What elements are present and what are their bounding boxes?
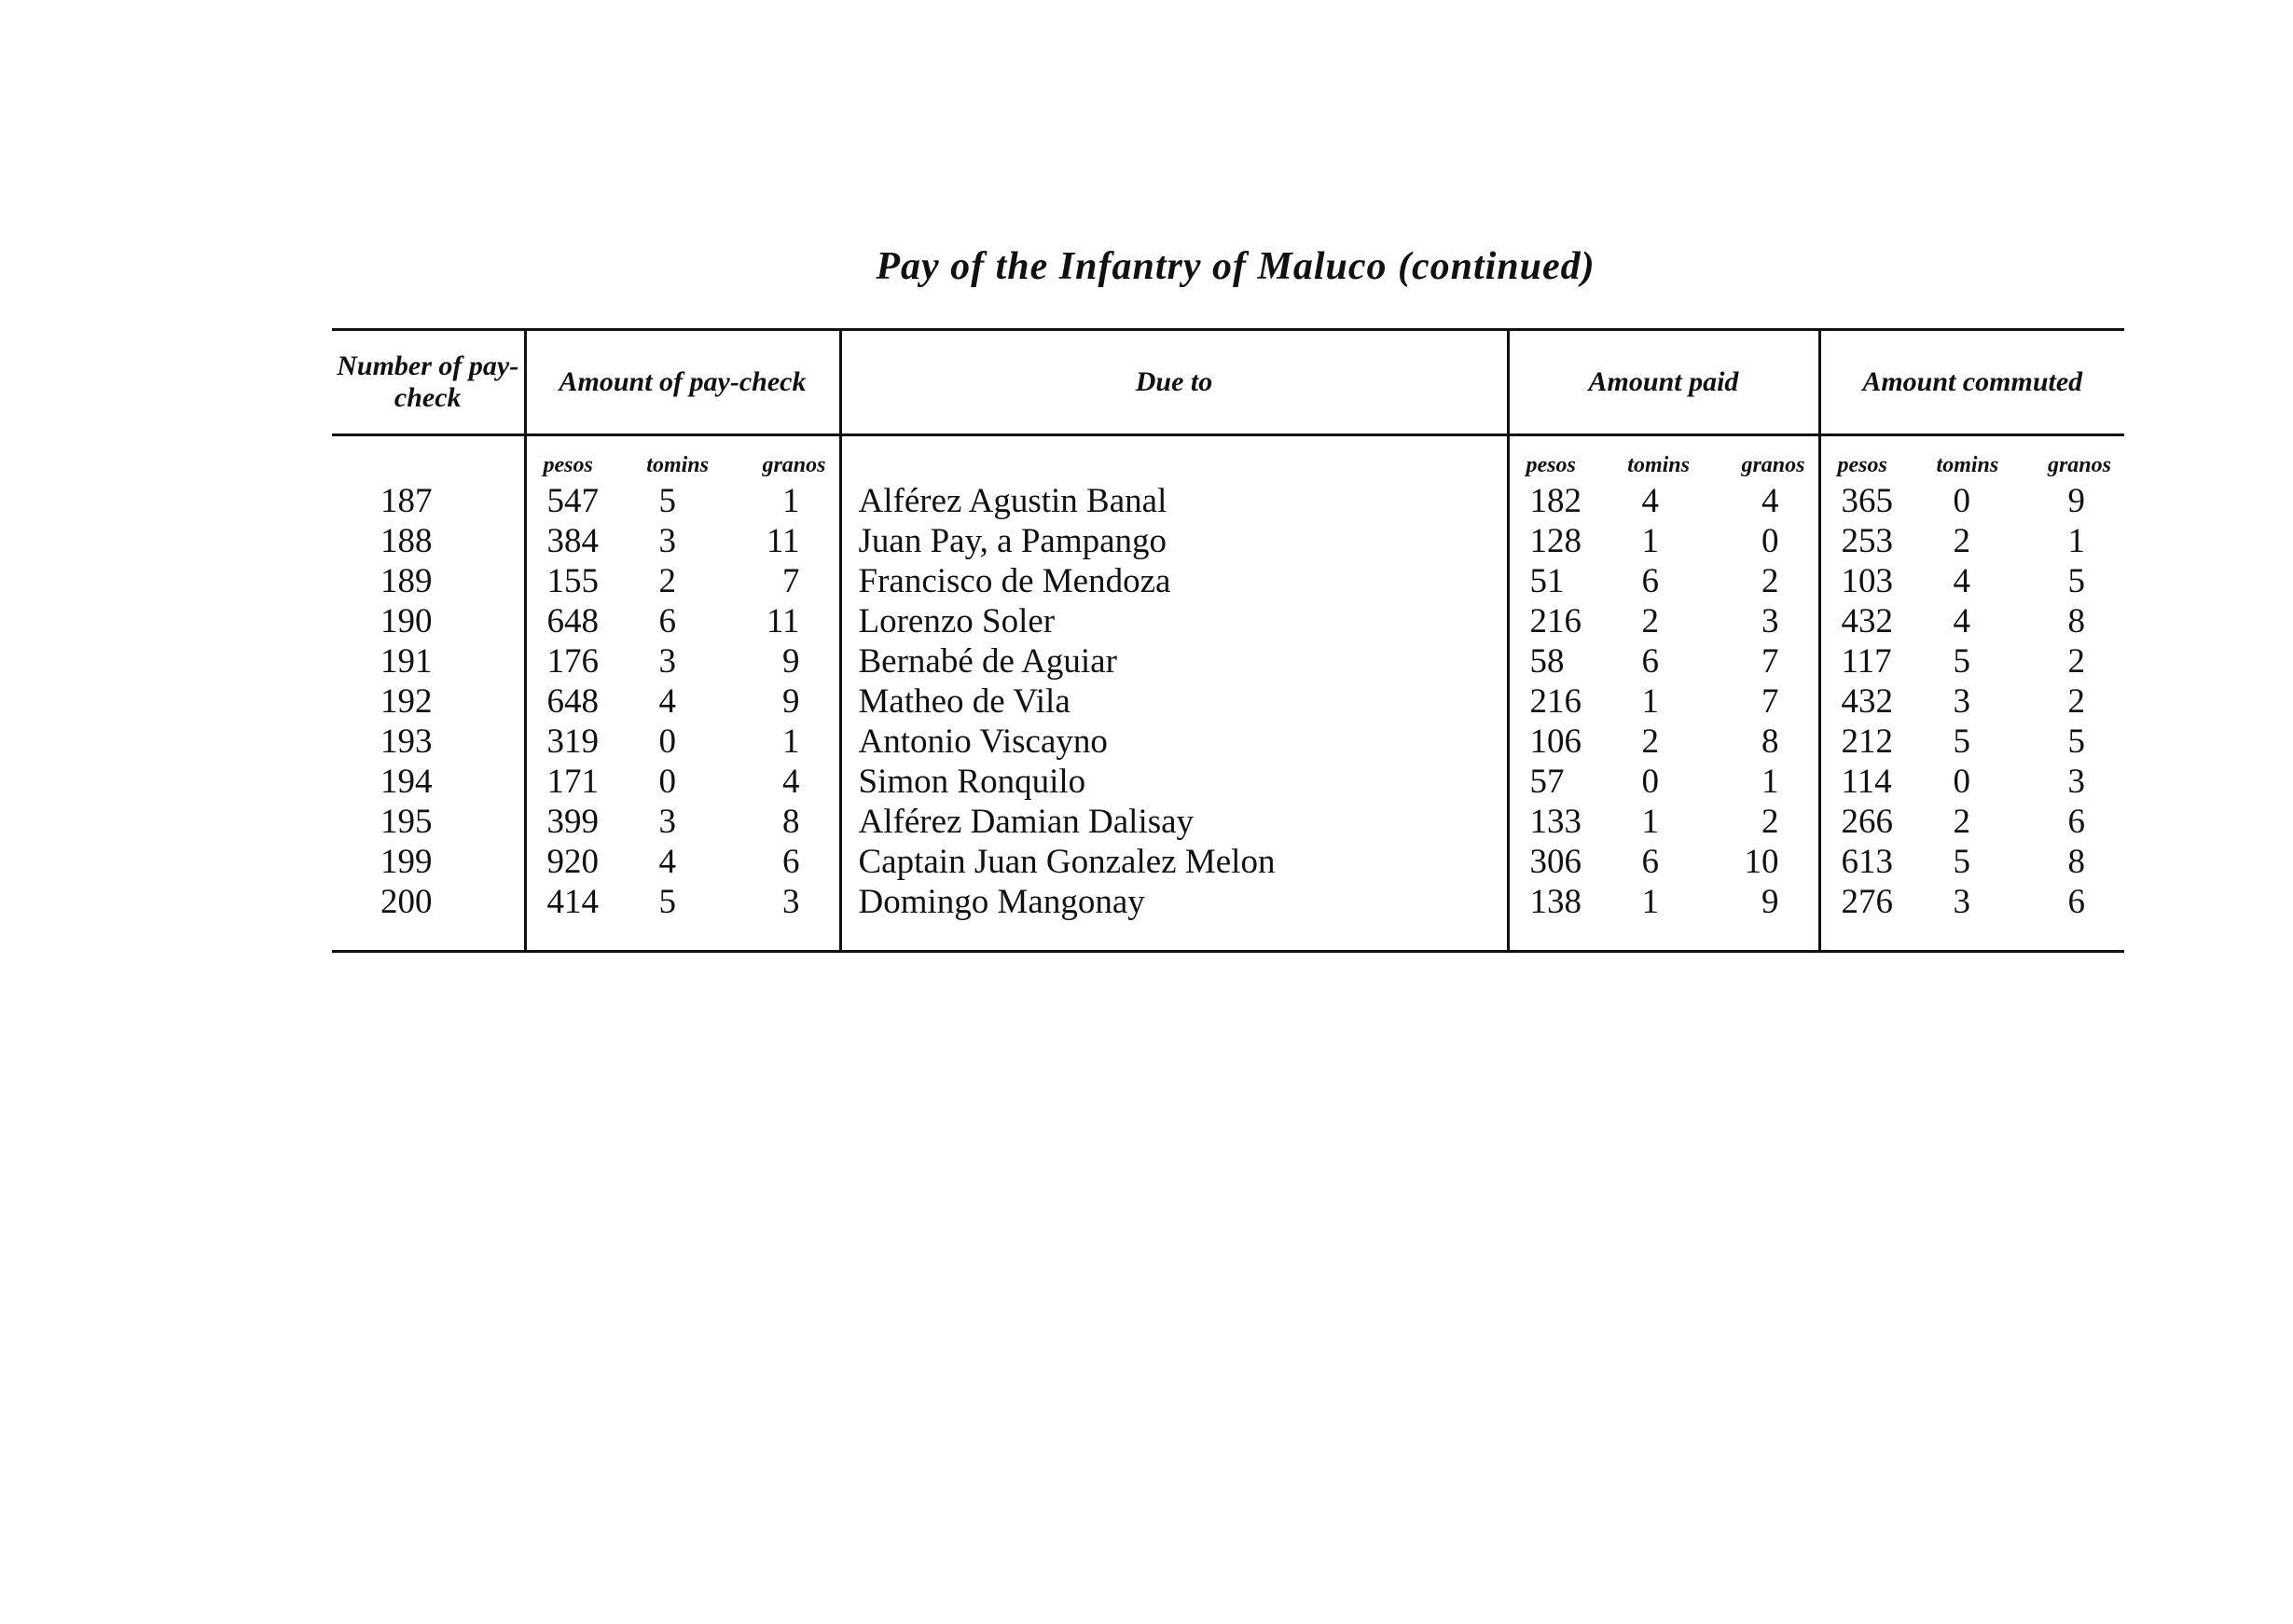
amount-pesos-cell: 399 bbox=[546, 803, 599, 841]
amount-granos-cell: 1 bbox=[782, 482, 800, 520]
due-to-cell: Matheo de Vila bbox=[858, 682, 1071, 721]
commuted-pesos-cell: 266 bbox=[1841, 803, 1893, 841]
due-to-cell: Alférez Agustin Banal bbox=[858, 482, 1167, 520]
pay-table bbox=[332, 328, 2124, 953]
pay-table-container bbox=[332, 328, 2124, 953]
amount-granos-cell: 11 bbox=[766, 602, 800, 640]
due-to-cell: Domingo Mangonay bbox=[858, 883, 1145, 921]
commuted-granos-cell: 9 bbox=[2067, 482, 2085, 520]
paid-granos-cell: 1 bbox=[1761, 763, 1779, 801]
commuted-row bbox=[1821, 802, 2125, 842]
header-paid bbox=[1508, 330, 1819, 435]
paid-pesos-cell: 57 bbox=[1529, 763, 1565, 801]
amount-row bbox=[527, 681, 839, 722]
commuted-tomins-cell: 5 bbox=[1953, 642, 1970, 681]
commuted-row bbox=[1821, 681, 2125, 722]
amount-tomins-cell: 2 bbox=[658, 562, 676, 600]
amount-tomins-cell: 4 bbox=[658, 843, 676, 881]
pay-check-number-cell: 188 bbox=[380, 522, 433, 560]
commuted-granos-cell: 2 bbox=[2067, 642, 2085, 681]
commuted-row bbox=[1821, 882, 2125, 922]
commuted-pesos-cell: 613 bbox=[1841, 843, 1893, 881]
commuted-granos-cell: 8 bbox=[2067, 843, 2085, 881]
commuted-pesos-cell: 212 bbox=[1841, 723, 1893, 761]
amount-row bbox=[527, 561, 839, 601]
amount-granos-cell: 1 bbox=[782, 723, 800, 761]
commuted-tomins-cell: 2 bbox=[1953, 522, 1970, 560]
paid-row bbox=[1510, 521, 1818, 561]
amount-column bbox=[525, 435, 840, 952]
subheader-pesos: pesos bbox=[1837, 453, 1887, 477]
amount-row bbox=[527, 842, 839, 882]
amount-row bbox=[527, 882, 839, 922]
paid-row bbox=[1510, 681, 1818, 722]
paid-row bbox=[1510, 601, 1818, 641]
amount-pesos-cell: 920 bbox=[546, 843, 599, 881]
commuted-row bbox=[1821, 842, 2125, 882]
paid-pesos-cell: 138 bbox=[1529, 883, 1582, 921]
commuted-pesos-cell: 114 bbox=[1841, 763, 1892, 801]
paid-tomins-cell: 1 bbox=[1641, 682, 1659, 721]
header-number-label: Number of pay-check bbox=[337, 351, 519, 413]
paid-subheaders bbox=[1510, 436, 1818, 481]
amount-row bbox=[527, 802, 839, 842]
amount-tomins-cell: 4 bbox=[658, 682, 676, 721]
paid-granos-cell: 4 bbox=[1761, 482, 1779, 520]
due-to-cell: Captain Juan Gonzalez Melon bbox=[858, 843, 1276, 881]
header-row bbox=[332, 330, 2124, 435]
amount-granos-cell: 11 bbox=[766, 522, 800, 560]
amount-granos-cell: 9 bbox=[782, 682, 800, 721]
pay-check-number-cell: 194 bbox=[380, 763, 433, 801]
commuted-pesos-cell: 432 bbox=[1841, 602, 1893, 640]
paid-row bbox=[1510, 802, 1818, 842]
amount-granos-cell: 6 bbox=[782, 843, 800, 881]
amount-pesos-cell: 648 bbox=[546, 682, 599, 721]
paid-tomins-cell: 6 bbox=[1641, 562, 1659, 600]
paid-row bbox=[1510, 842, 1818, 882]
paid-row bbox=[1510, 762, 1818, 802]
commuted-tomins-cell: 4 bbox=[1953, 562, 1970, 600]
body-row bbox=[332, 435, 2124, 952]
commuted-granos-cell: 6 bbox=[2067, 883, 2085, 921]
commuted-row bbox=[1821, 601, 2125, 641]
amount-subheaders bbox=[527, 436, 839, 481]
due-to-cell: Alférez Damian Dalisay bbox=[858, 803, 1195, 841]
commuted-pesos-cell: 365 bbox=[1841, 482, 1893, 520]
header-due-to bbox=[840, 330, 1508, 435]
subheader-granos: granos bbox=[762, 453, 826, 477]
amount-row bbox=[527, 601, 839, 641]
commuted-pesos-cell: 253 bbox=[1841, 522, 1893, 560]
due-to-column bbox=[840, 435, 1508, 952]
commuted-tomins-cell: 0 bbox=[1953, 482, 1970, 520]
commuted-row bbox=[1821, 641, 2125, 681]
amount-tomins-cell: 6 bbox=[658, 602, 676, 640]
subheader-granos: granos bbox=[2047, 453, 2111, 477]
amount-granos-cell: 9 bbox=[782, 642, 800, 681]
amount-row bbox=[527, 762, 839, 802]
commuted-row bbox=[1821, 722, 2125, 762]
paid-tomins-cell: 2 bbox=[1641, 723, 1659, 761]
due-to-cell: Bernabé de Aguiar bbox=[858, 642, 1117, 681]
commuted-tomins-cell: 5 bbox=[1953, 723, 1970, 761]
commuted-tomins-cell: 3 bbox=[1953, 682, 1970, 721]
paid-granos-cell: 9 bbox=[1761, 883, 1779, 921]
amount-row bbox=[527, 641, 839, 681]
commuted-granos-cell: 2 bbox=[2067, 682, 2085, 721]
commuted-tomins-cell: 3 bbox=[1953, 883, 1970, 921]
header-amount-label: Amount of pay-check bbox=[559, 366, 807, 397]
commuted-tomins-cell: 4 bbox=[1953, 602, 1970, 640]
due-to-cell: Francisco de Mendoza bbox=[858, 562, 1171, 600]
amount-pesos-cell: 414 bbox=[546, 883, 599, 921]
number-column bbox=[332, 435, 525, 952]
pay-check-number-cell: 191 bbox=[380, 642, 433, 681]
commuted-row bbox=[1821, 521, 2125, 561]
header-number bbox=[332, 330, 525, 435]
amount-pesos-cell: 648 bbox=[546, 602, 599, 640]
header-amount bbox=[525, 330, 840, 435]
paid-granos-cell: 7 bbox=[1761, 682, 1779, 721]
commuted-granos-cell: 3 bbox=[2067, 763, 2085, 801]
amount-tomins-cell: 0 bbox=[658, 763, 676, 801]
paid-pesos-cell: 216 bbox=[1529, 602, 1582, 640]
paid-pesos-cell: 51 bbox=[1529, 562, 1565, 600]
paid-pesos-cell: 58 bbox=[1529, 642, 1565, 681]
paid-tomins-cell: 4 bbox=[1641, 482, 1659, 520]
paid-granos-cell: 0 bbox=[1761, 522, 1779, 560]
header-commuted-label: Amount commuted bbox=[1862, 366, 2083, 397]
amount-pesos-cell: 384 bbox=[546, 522, 599, 560]
paid-row bbox=[1510, 641, 1818, 681]
amount-row bbox=[527, 481, 839, 521]
paid-tomins-cell: 1 bbox=[1641, 803, 1659, 841]
commuted-row bbox=[1821, 561, 2125, 601]
paid-pesos-cell: 133 bbox=[1529, 803, 1582, 841]
paid-tomins-cell: 1 bbox=[1641, 522, 1659, 560]
paid-column bbox=[1508, 435, 1819, 952]
paid-granos-cell: 3 bbox=[1761, 602, 1779, 640]
commuted-granos-cell: 6 bbox=[2067, 803, 2085, 841]
subheader-granos: granos bbox=[1741, 453, 1805, 477]
subheader-pesos: pesos bbox=[543, 453, 593, 477]
due-to-cell: Juan Pay, a Pampango bbox=[858, 522, 1167, 560]
pay-check-number-cell: 199 bbox=[380, 843, 433, 881]
paid-pesos-cell: 306 bbox=[1529, 843, 1582, 881]
pay-check-number-cell: 200 bbox=[380, 883, 433, 921]
amount-granos-cell: 4 bbox=[782, 763, 800, 801]
commuted-pesos-cell: 276 bbox=[1841, 883, 1893, 921]
amount-granos-cell: 3 bbox=[782, 883, 800, 921]
commuted-pesos-cell: 432 bbox=[1841, 682, 1893, 721]
commuted-tomins-cell: 5 bbox=[1953, 843, 1970, 881]
paid-tomins-cell: 2 bbox=[1641, 602, 1659, 640]
pay-check-number-cell: 193 bbox=[380, 723, 433, 761]
amount-row bbox=[527, 722, 839, 762]
pay-check-number-cell: 187 bbox=[380, 482, 433, 520]
pay-check-number-cell: 189 bbox=[380, 562, 433, 600]
paid-pesos-cell: 216 bbox=[1529, 682, 1582, 721]
table-title: Pay of the Infantry of Maluco (continued) bbox=[876, 245, 1595, 288]
commuted-row bbox=[1821, 481, 2125, 521]
amount-tomins-cell: 3 bbox=[658, 642, 676, 681]
pay-check-number-cell: 192 bbox=[380, 682, 433, 721]
amount-tomins-cell: 3 bbox=[658, 803, 676, 841]
amount-granos-cell: 7 bbox=[782, 562, 800, 600]
paid-granos-cell: 2 bbox=[1761, 803, 1779, 841]
amount-tomins-cell: 5 bbox=[658, 883, 676, 921]
paid-granos-cell: 10 bbox=[1744, 843, 1779, 881]
amount-tomins-cell: 5 bbox=[658, 482, 676, 520]
paid-row bbox=[1510, 722, 1818, 762]
subheader-tomins: tomins bbox=[646, 453, 709, 477]
amount-pesos-cell: 319 bbox=[546, 723, 599, 761]
paid-granos-cell: 7 bbox=[1761, 642, 1779, 681]
paid-row bbox=[1510, 882, 1818, 922]
paid-pesos-cell: 106 bbox=[1529, 723, 1582, 761]
commuted-granos-cell: 5 bbox=[2067, 723, 2085, 761]
commuted-granos-cell: 8 bbox=[2067, 602, 2085, 640]
paid-row bbox=[1510, 481, 1818, 521]
header-due-to-label: Due to bbox=[1135, 366, 1213, 397]
amount-pesos-cell: 171 bbox=[546, 763, 599, 801]
commuted-granos-cell: 5 bbox=[2067, 562, 2085, 600]
paid-tomins-cell: 1 bbox=[1641, 883, 1659, 921]
due-to-cell: Simon Ronquilo bbox=[858, 763, 1086, 801]
due-to-cell: Antonio Viscayno bbox=[858, 723, 1108, 761]
commuted-column bbox=[1819, 435, 2124, 952]
paid-tomins-cell: 0 bbox=[1641, 763, 1659, 801]
commuted-granos-cell: 1 bbox=[2067, 522, 2085, 560]
paid-pesos-cell: 128 bbox=[1529, 522, 1582, 560]
pay-check-number-cell: 195 bbox=[380, 803, 433, 841]
paid-tomins-cell: 6 bbox=[1641, 843, 1659, 881]
paid-tomins-cell: 6 bbox=[1641, 642, 1659, 681]
amount-pesos-cell: 155 bbox=[546, 562, 599, 600]
header-commuted bbox=[1819, 330, 2124, 435]
commuted-pesos-cell: 117 bbox=[1841, 642, 1892, 681]
paid-row bbox=[1510, 561, 1818, 601]
paid-granos-cell: 8 bbox=[1761, 723, 1779, 761]
subheader-tomins: tomins bbox=[1627, 453, 1690, 477]
amount-granos-cell: 8 bbox=[782, 803, 800, 841]
commuted-tomins-cell: 0 bbox=[1953, 763, 1970, 801]
amount-tomins-cell: 0 bbox=[658, 723, 676, 761]
commuted-tomins-cell: 2 bbox=[1953, 803, 1970, 841]
paid-granos-cell: 2 bbox=[1761, 562, 1779, 600]
commuted-pesos-cell: 103 bbox=[1841, 562, 1893, 600]
due-to-cell: Lorenzo Soler bbox=[858, 602, 1056, 640]
amount-tomins-cell: 3 bbox=[658, 522, 676, 560]
amount-pesos-cell: 547 bbox=[546, 482, 599, 520]
subheader-pesos: pesos bbox=[1526, 453, 1576, 477]
paid-pesos-cell: 182 bbox=[1529, 482, 1582, 520]
pay-check-number-cell: 190 bbox=[380, 602, 433, 640]
commuted-subheaders bbox=[1821, 436, 2125, 481]
commuted-row bbox=[1821, 762, 2125, 802]
subheader-tomins: tomins bbox=[1936, 453, 1999, 477]
amount-row bbox=[527, 521, 839, 561]
header-paid-label: Amount paid bbox=[1588, 366, 1739, 397]
amount-pesos-cell: 176 bbox=[546, 642, 599, 681]
